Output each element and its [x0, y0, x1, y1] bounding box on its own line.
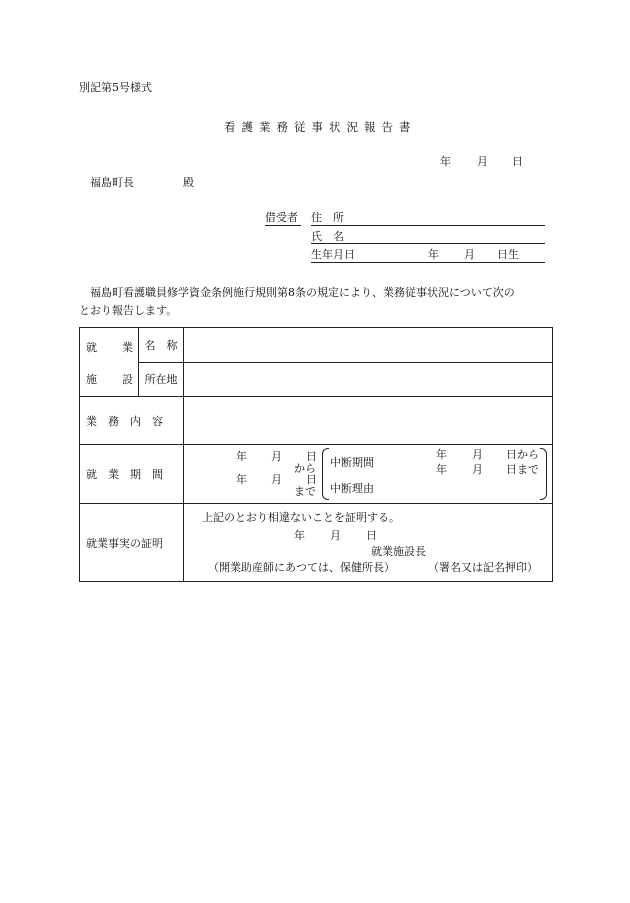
birth-month: 月	[464, 248, 475, 261]
address-field-line[interactable]	[311, 225, 545, 226]
facility-location-row	[80, 362, 553, 397]
facility-name-label-text: 名 称	[144, 338, 178, 352]
period-from: から	[294, 462, 316, 475]
midwife-note: （開業助産師にあつては、保健所長）	[208, 561, 395, 574]
date-year: 年	[440, 155, 451, 168]
form-number: 別記第5号様式	[79, 81, 152, 94]
facility-name-field[interactable]	[184, 328, 553, 363]
facility-location-label	[139, 362, 184, 397]
employment-char-2: 業	[122, 341, 133, 354]
report-table	[79, 327, 553, 582]
proof-day: 日	[366, 529, 377, 542]
borrower-label: 借受者	[265, 211, 298, 224]
interruption-reason-label: 中断理由	[330, 482, 374, 495]
facility-head-label: 就業施設長	[371, 545, 426, 558]
proof-statement: 上記のとおり相違ないことを証明する。	[202, 511, 400, 524]
borrower-label-underline	[265, 225, 301, 226]
birthdate-field-line[interactable]	[311, 262, 545, 263]
period-start-day: 日	[306, 450, 317, 463]
period-label	[80, 445, 184, 504]
period-until: まで	[294, 485, 316, 498]
date-day: 日	[512, 155, 523, 168]
facility-location-label-text: 所在地	[144, 373, 178, 387]
duties-label-text: 業 務 内 容	[86, 414, 163, 428]
proof-field[interactable]	[184, 504, 553, 582]
facility-group-label	[80, 328, 139, 397]
facility-char-2: 設	[122, 373, 133, 386]
addressee-honorific: 殿	[183, 176, 194, 189]
period-field[interactable]	[184, 445, 553, 504]
duties-label	[80, 397, 184, 445]
date-month: 月	[477, 155, 488, 168]
proof-year: 年	[294, 529, 305, 542]
period-row	[80, 445, 553, 504]
period-label-text: 就 業 期 間	[86, 468, 163, 481]
period-start-month: 月	[271, 450, 282, 463]
proof-label-text: 就業事実の証明	[86, 536, 163, 550]
period-start-year: 年	[236, 450, 247, 463]
period-end-month: 月	[271, 473, 282, 486]
name-field-line[interactable]	[311, 243, 545, 244]
duties-field[interactable]	[184, 397, 553, 445]
interruption-period-label: 中断期間	[330, 456, 374, 469]
facility-char-1: 施	[86, 373, 97, 386]
interruption-right-bracket	[540, 448, 547, 500]
proof-month: 月	[330, 529, 341, 542]
birth-year: 年	[428, 248, 439, 261]
name-label: 氏 名	[311, 230, 344, 243]
birthdate-label: 生年月日	[311, 248, 355, 261]
period-end-day: 日	[306, 473, 317, 486]
period-end-year: 年	[236, 473, 247, 486]
interruption-until-month: 月	[472, 463, 483, 476]
proof-label	[80, 504, 184, 582]
facility-name-row	[80, 328, 553, 363]
interruption-from-month: 月	[472, 448, 483, 461]
interruption-until-day: 日まで	[506, 463, 539, 476]
interruption-from-day: 日から	[506, 448, 539, 461]
employment-char-1: 就	[86, 341, 97, 354]
duties-row	[80, 397, 553, 445]
proof-row	[80, 504, 553, 582]
signature-note: （署名又は記名押印）	[428, 561, 538, 574]
address-label: 住 所	[311, 211, 344, 224]
addressee-name: 福島町長	[90, 176, 134, 189]
interruption-left-bracket	[322, 448, 329, 500]
report-body-line-1: 福島町看護職員修学資金条例施行規則第8条の規定により、業務従事状況について次の	[90, 286, 515, 299]
birth-day: 日生	[497, 248, 519, 261]
document-title: 看護業務従事状況報告書	[224, 120, 417, 134]
report-body-line-2: とおり報告します。	[79, 304, 178, 317]
interruption-from-year: 年	[436, 448, 447, 461]
interruption-until-year: 年	[436, 463, 447, 476]
facility-location-field[interactable]	[184, 362, 553, 397]
facility-name-label	[139, 328, 184, 363]
